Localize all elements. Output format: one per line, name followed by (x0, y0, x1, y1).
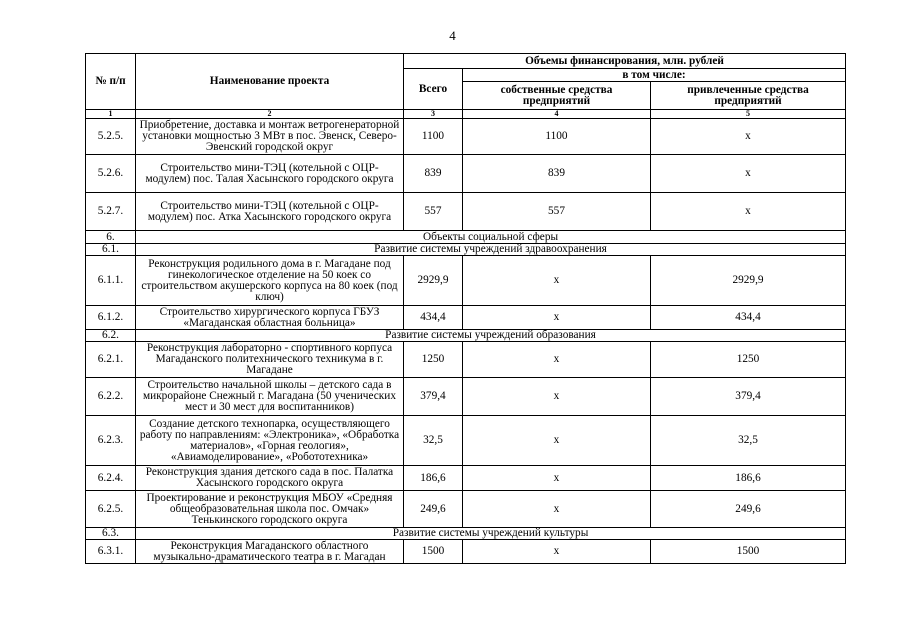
own-funds-value: 1100 (463, 119, 651, 155)
attracted-funds-value: 1500 (651, 540, 846, 564)
project-name: Проектирование и реконструкция МБОУ «Средняя общеобразовательная школа пос. Омчак» Тенькинского городского округа (136, 491, 404, 528)
attracted-funds-value: 379,4 (651, 378, 846, 416)
project-name: Реконструкция здания детского сада в пос. Палатка Хасынского городского округа (136, 466, 404, 491)
section-title: Объекты социальной сферы (136, 231, 846, 244)
own-funds-value: x (463, 378, 651, 416)
total-value: 186,6 (404, 466, 463, 491)
project-name: Строительство начальной школы – детского сада в микрорайоне Снежный г. Магадана (50 ученических мест и 30 мест для воспитанников) (136, 378, 404, 416)
section-title: Развитие системы учреждений здравоохранения (136, 244, 846, 256)
total-value: 32,5 (404, 416, 463, 466)
table-row (86, 193, 846, 231)
table-row (86, 306, 846, 330)
own-funds-value: x (463, 306, 651, 330)
row-number: 6.2.4. (86, 466, 136, 491)
row-number: 6.2.3. (86, 416, 136, 466)
section-title: Развитие системы учреждений культуры (136, 528, 846, 540)
row-number: 6.2.2. (86, 378, 136, 416)
row-number: 6.1.1. (86, 256, 136, 306)
project-name: Реконструкция Магаданского областного музыкально-драматического театра в г. Магадан (136, 540, 404, 564)
header-own-funds: собственные средства предприятий (463, 82, 651, 110)
column-index: 5 (651, 110, 846, 119)
own-funds-value: 557 (463, 193, 651, 231)
row-number: 5.2.7. (86, 193, 136, 231)
column-index: 1 (86, 110, 136, 119)
header-attracted-funds: привлеченные средства предприятий (651, 82, 846, 110)
attracted-funds-value: x (651, 155, 846, 193)
attracted-funds-value: 249,6 (651, 491, 846, 528)
project-name: Создание детского технопарка, осуществляющего работу по направлениям: «Электроника», «Обработка материалов», «Горная геология», «Авиамоделирование», «Робототехника» (136, 416, 404, 466)
row-number: 5.2.6. (86, 155, 136, 193)
attracted-funds-value: 186,6 (651, 466, 846, 491)
table-row (86, 378, 846, 416)
total-value: 2929,9 (404, 256, 463, 306)
own-funds-value: x (463, 416, 651, 466)
row-number: 6.2.5. (86, 491, 136, 528)
own-funds-value: x (463, 342, 651, 378)
total-value: 1500 (404, 540, 463, 564)
row-number: 6.1. (86, 244, 136, 256)
project-name: Строительство мини-ТЭЦ (котельной с ОЦР-модулем) пос. Талая Хасынского городского округа (136, 155, 404, 193)
own-funds-value: 839 (463, 155, 651, 193)
table-row (86, 466, 846, 491)
header-financing: Объемы финансирования, млн. рублей (404, 54, 846, 69)
header-num: № п/п (86, 54, 136, 110)
column-index: 2 (136, 110, 404, 119)
row-number: 6. (86, 231, 136, 244)
total-value: 839 (404, 155, 463, 193)
total-value: 249,6 (404, 491, 463, 528)
section-row (86, 528, 846, 540)
row-number: 5.2.5. (86, 119, 136, 155)
total-value: 434,4 (404, 306, 463, 330)
table-row (86, 155, 846, 193)
own-funds-value: x (463, 540, 651, 564)
own-funds-value: x (463, 491, 651, 528)
attracted-funds-value: 2929,9 (651, 256, 846, 306)
row-number: 6.2. (86, 330, 136, 342)
section-row (86, 231, 846, 244)
row-number: 6.3. (86, 528, 136, 540)
project-name: Реконструкция лабораторно - спортивного корпуса Магаданского политехнического техникума в г. Магадане (136, 342, 404, 378)
table-row (86, 540, 846, 564)
section-title: Развитие системы учреждений образования (136, 330, 846, 342)
column-index: 3 (404, 110, 463, 119)
attracted-funds-value: 434,4 (651, 306, 846, 330)
attracted-funds-value: 1250 (651, 342, 846, 378)
own-funds-value: x (463, 256, 651, 306)
header-total: Всего (404, 69, 463, 110)
table-row (86, 119, 846, 155)
column-index: 4 (463, 110, 651, 119)
financing-table (85, 53, 846, 564)
own-funds-value: x (463, 466, 651, 491)
header-project-name: Наименование проекта (136, 54, 404, 110)
table-row (86, 256, 846, 306)
project-name: Реконструкция родильного дома в г. Магадане под гинекологическое отделение на 50 коек со строительством акушерского корпуса на 80 коек (под ключ) (136, 256, 404, 306)
total-value: 557 (404, 193, 463, 231)
row-number: 6.3.1. (86, 540, 136, 564)
total-value: 379,4 (404, 378, 463, 416)
table-row (86, 416, 846, 466)
attracted-funds-value: x (651, 119, 846, 155)
project-name: Приобретение, доставка и монтаж ветрогенераторной установки мощностью 3 МВт в пос. Эвенск, Северо-Эвенский городской округ (136, 119, 404, 155)
total-value: 1250 (404, 342, 463, 378)
page-number: 4 (449, 28, 456, 43)
table-row (86, 342, 846, 378)
attracted-funds-value: 32,5 (651, 416, 846, 466)
total-value: 1100 (404, 119, 463, 155)
row-number: 6.2.1. (86, 342, 136, 378)
attracted-funds-value: x (651, 193, 846, 231)
section-row (86, 330, 846, 342)
section-row (86, 244, 846, 256)
table-row (86, 491, 846, 528)
project-name: Строительство хирургического корпуса ГБУЗ «Магаданская областная больница» (136, 306, 404, 330)
header-including: в том числе: (463, 69, 846, 82)
project-name: Строительство мини-ТЭЦ (котельной с ОЦР-модулем) пос. Атка Хасынского городского округа (136, 193, 404, 231)
row-number: 6.1.2. (86, 306, 136, 330)
